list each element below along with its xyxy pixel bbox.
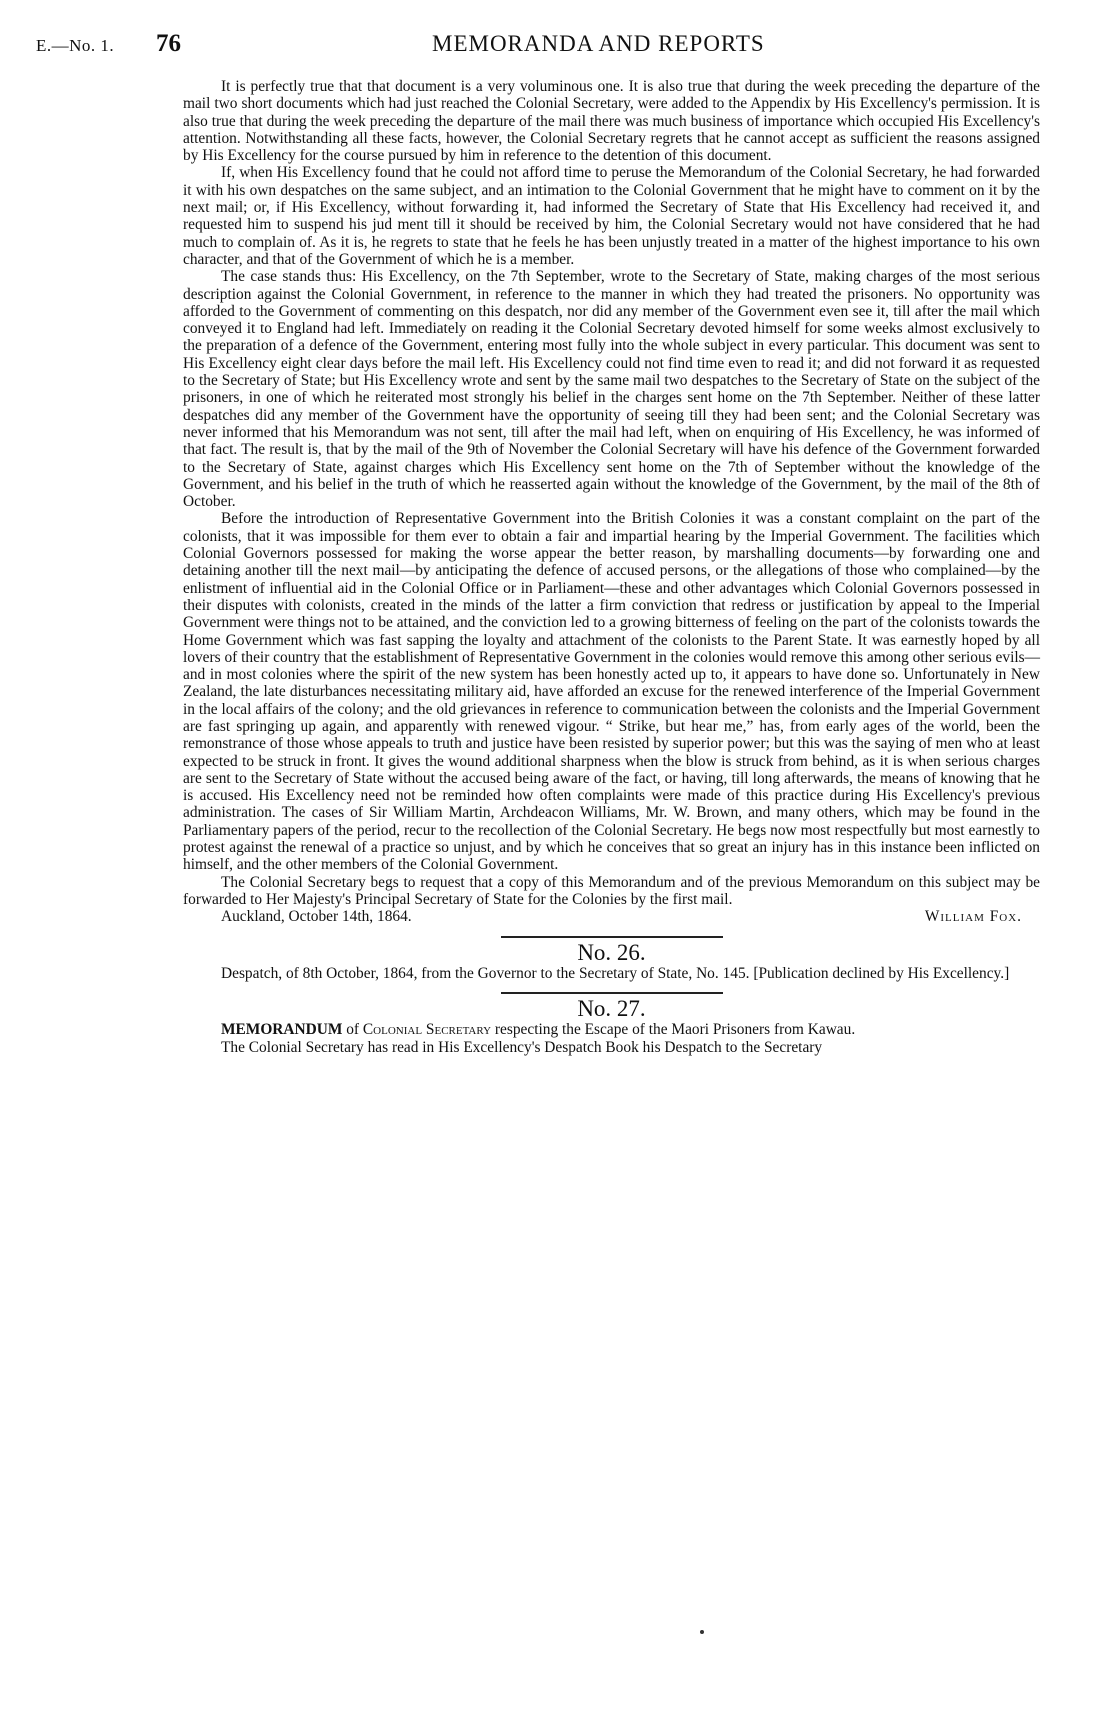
paragraph-4: Before the introduction of Representative Government into the British Colonies it was a constant complaint on the part of the colonists, that it was impossible for them ever to obtain a fair and impartial hearing by the Imperial Government. The facilities which Colonial Governors possessed for making the worse appear the better reason, by marshalling documents—by forwarding one and detaining another till the next mail—by anticipating the defence of accused persons, or the allegations of those who complained—by the enlistment of influential aid in the Colonial Office or in Parliament—these and other advantages which Colonial Governors possessed in their disputes with colonists, created in the minds of the latter a firm conviction that redress or justification by appeal to the Imperial Government were things not to be attained, and the conviction led to a growing bitterness of feeling on the part of the colonists towards the Home Government which was fast sapping the loyalty and attachment of the colonists to the Parent State. It was earnestly hoped by all lovers of their country that the establishment of Representative Government in the colonies would remove this among other serious evils—and in most colonies where the spirit of the new system has been honestly acted up to, it appears to have done so. Unfortunately in New Zealand, the late disturbances necessitating military aid, have afforded an excuse for the renewed interference of the Imperial Government in the local affairs of the colony; and the old grievances in reference to communication between the colonists and the Imperial Government are fast springing up again, and apparently with renewed vigour. “ Strike, but hear me,” has, from early ages of the world, been the remonstrance of those whose appeals to truth and justice have been resisted by superior power; but this was the saying of men who at least expected to be struck in front. It gives the wound additional sharpness when the blow is struck from behind, as it is when serious charges are sent to the Secretary of State without the accused being aware of the fact, or having, till long afterwards, the means of knowing that he is accused. His Excellency need not be reminded how often complaints were made of this practice during His Excellency's previous administration. The cases of Sir William Martin, Archdeacon Williams, Mr. W. Brown, and many others, which may be found in the Parliamentary papers of the period, recur to the recollection of the Colonial Secretary. He begs now most respectfully but most earnestly to protest against the renewal of a practice so unjust, and by which he conceives that so great an injury has in this instance been inflicted on himself, and the other members of the Colonial Government. bbox=[183, 510, 1040, 874]
memorandum-heading bbox=[183, 1021, 1040, 1038]
signature-line bbox=[183, 908, 1040, 925]
paragraph-1: It is perfectly true that that document is a very voluminous one. It is also true that during the week preceding the departure of the mail two short documents which had just reached the Colonial Secretary, were added to the Appendix by His Excellency's permission. It is also true that during the week preceding the departure of the mail there was much business of importance which occupied His Excellency's attention. Notwithstanding all these facts, however, the Colonial Secretary regrets that he cannot accept as sufficient the reasons assigned by His Excellency for the course pursued by him in reference to the detention of this document. bbox=[183, 78, 1040, 165]
paragraph-5: The Colonial Secretary begs to request that a copy of this Memorandum and of the previous Memorandum on this subject may be forwarded to Her Majesty's Principal Secretary of State for the Colonies by the first mail. bbox=[183, 873, 1040, 908]
memorandum-lead: MEMORANDUM bbox=[221, 1021, 343, 1039]
paragraph-3: The case stands thus: His Excellency, on the 7th September, wrote to the Secretary of State, making charges of the most serious description against the Colonial Government, in reference to the manner in which they had treated the prisoners. No opportunity was afforded to the Government of commenting on this despatch, nor did any member of the Government even see it, till after the mail which conveyed it to England had left. Immediately on reading it the Colonial Secretary devoted himself for some weeks almost exclusively to the preparation of a defence of the Government, entering most fully into the whole subject in every particular. This document was sent to His Excellency eight clear days before the mail left. His Excellency could not find time even to read it; and did not forward it as requested to the Secretary of State; but His Excellency wrote and sent by the same mail two despatches to the Secretary of State on the subject of the prisoners, in one of which he reiterated most strongly his belief in the charges sent home on the 7th September. Neither of these latter despatches did any member of the Government have the opportunity of seeing till they had been sent; and the Colonial Secretary was never informed that his Memorandum was not sent, till after the mail had left, when on enquiring of His Excellency, he was informed of that fact. The result is, that by the mail of the 9th of November the Colonial Secretary will have his defence of the Government forwarded to the Secretary of State, against charges which His Excellency sent home on the 7th of September without the knowledge of the Government, and his belief in the truth of which he reasserted again without the knowledge of the Government, by the mail of the 8th of October. bbox=[183, 268, 1040, 511]
section-26-text: Despatch, of 8th October, 1864, from the Governor to the Secretary of State, No. 145. [Publication declined by His Excellency.] bbox=[221, 964, 1010, 982]
section-divider bbox=[501, 992, 723, 994]
document-reference: E.—No. 1. bbox=[36, 36, 115, 55]
page-number: 76 bbox=[156, 30, 181, 57]
place-date: Auckland, October 14th, 1864. bbox=[221, 908, 412, 926]
section-divider bbox=[501, 936, 723, 938]
document-body bbox=[183, 78, 1040, 1056]
section-title-27: No. 27. bbox=[577, 996, 646, 1022]
page-header bbox=[36, 30, 1036, 64]
signatory-name: William Fox. bbox=[924, 908, 1022, 926]
running-title: MEMORANDA AND REPORTS bbox=[432, 31, 765, 56]
memorandum-of: of bbox=[342, 1021, 363, 1039]
memorandum-opening: The Colonial Secretary has read in His Excellency's Despatch Book his Despatch to the Secretary bbox=[221, 1038, 823, 1056]
memorandum-author: Colonial Secretary bbox=[362, 1021, 492, 1039]
memorandum-subject: respecting the Escape of the Maori Prisoners from Kawau. bbox=[491, 1021, 856, 1039]
print-speck bbox=[700, 1630, 704, 1634]
section-title-26: No. 26. bbox=[577, 939, 646, 965]
paragraph-2: If, when His Excellency found that he could not afford time to peruse the Memorandum of the Colonial Secretary, he had forwarded it with his own despatches on the same subject, and an intimation to the Colonial Government that he might have to comment on it by the next mail; or, if His Excellency, without forwarding it, had informed the Secretary of State that His Excellency had received it, and requested him to suspend his jud ment till it should be received by him, the Colonial Secretary would not have considered that he had much to complain of. As it is, he regrets to state that he feels he has been unjustly treated in a matter of the highest importance to his own character, and that of the Government of which he is a member. bbox=[183, 164, 1040, 268]
